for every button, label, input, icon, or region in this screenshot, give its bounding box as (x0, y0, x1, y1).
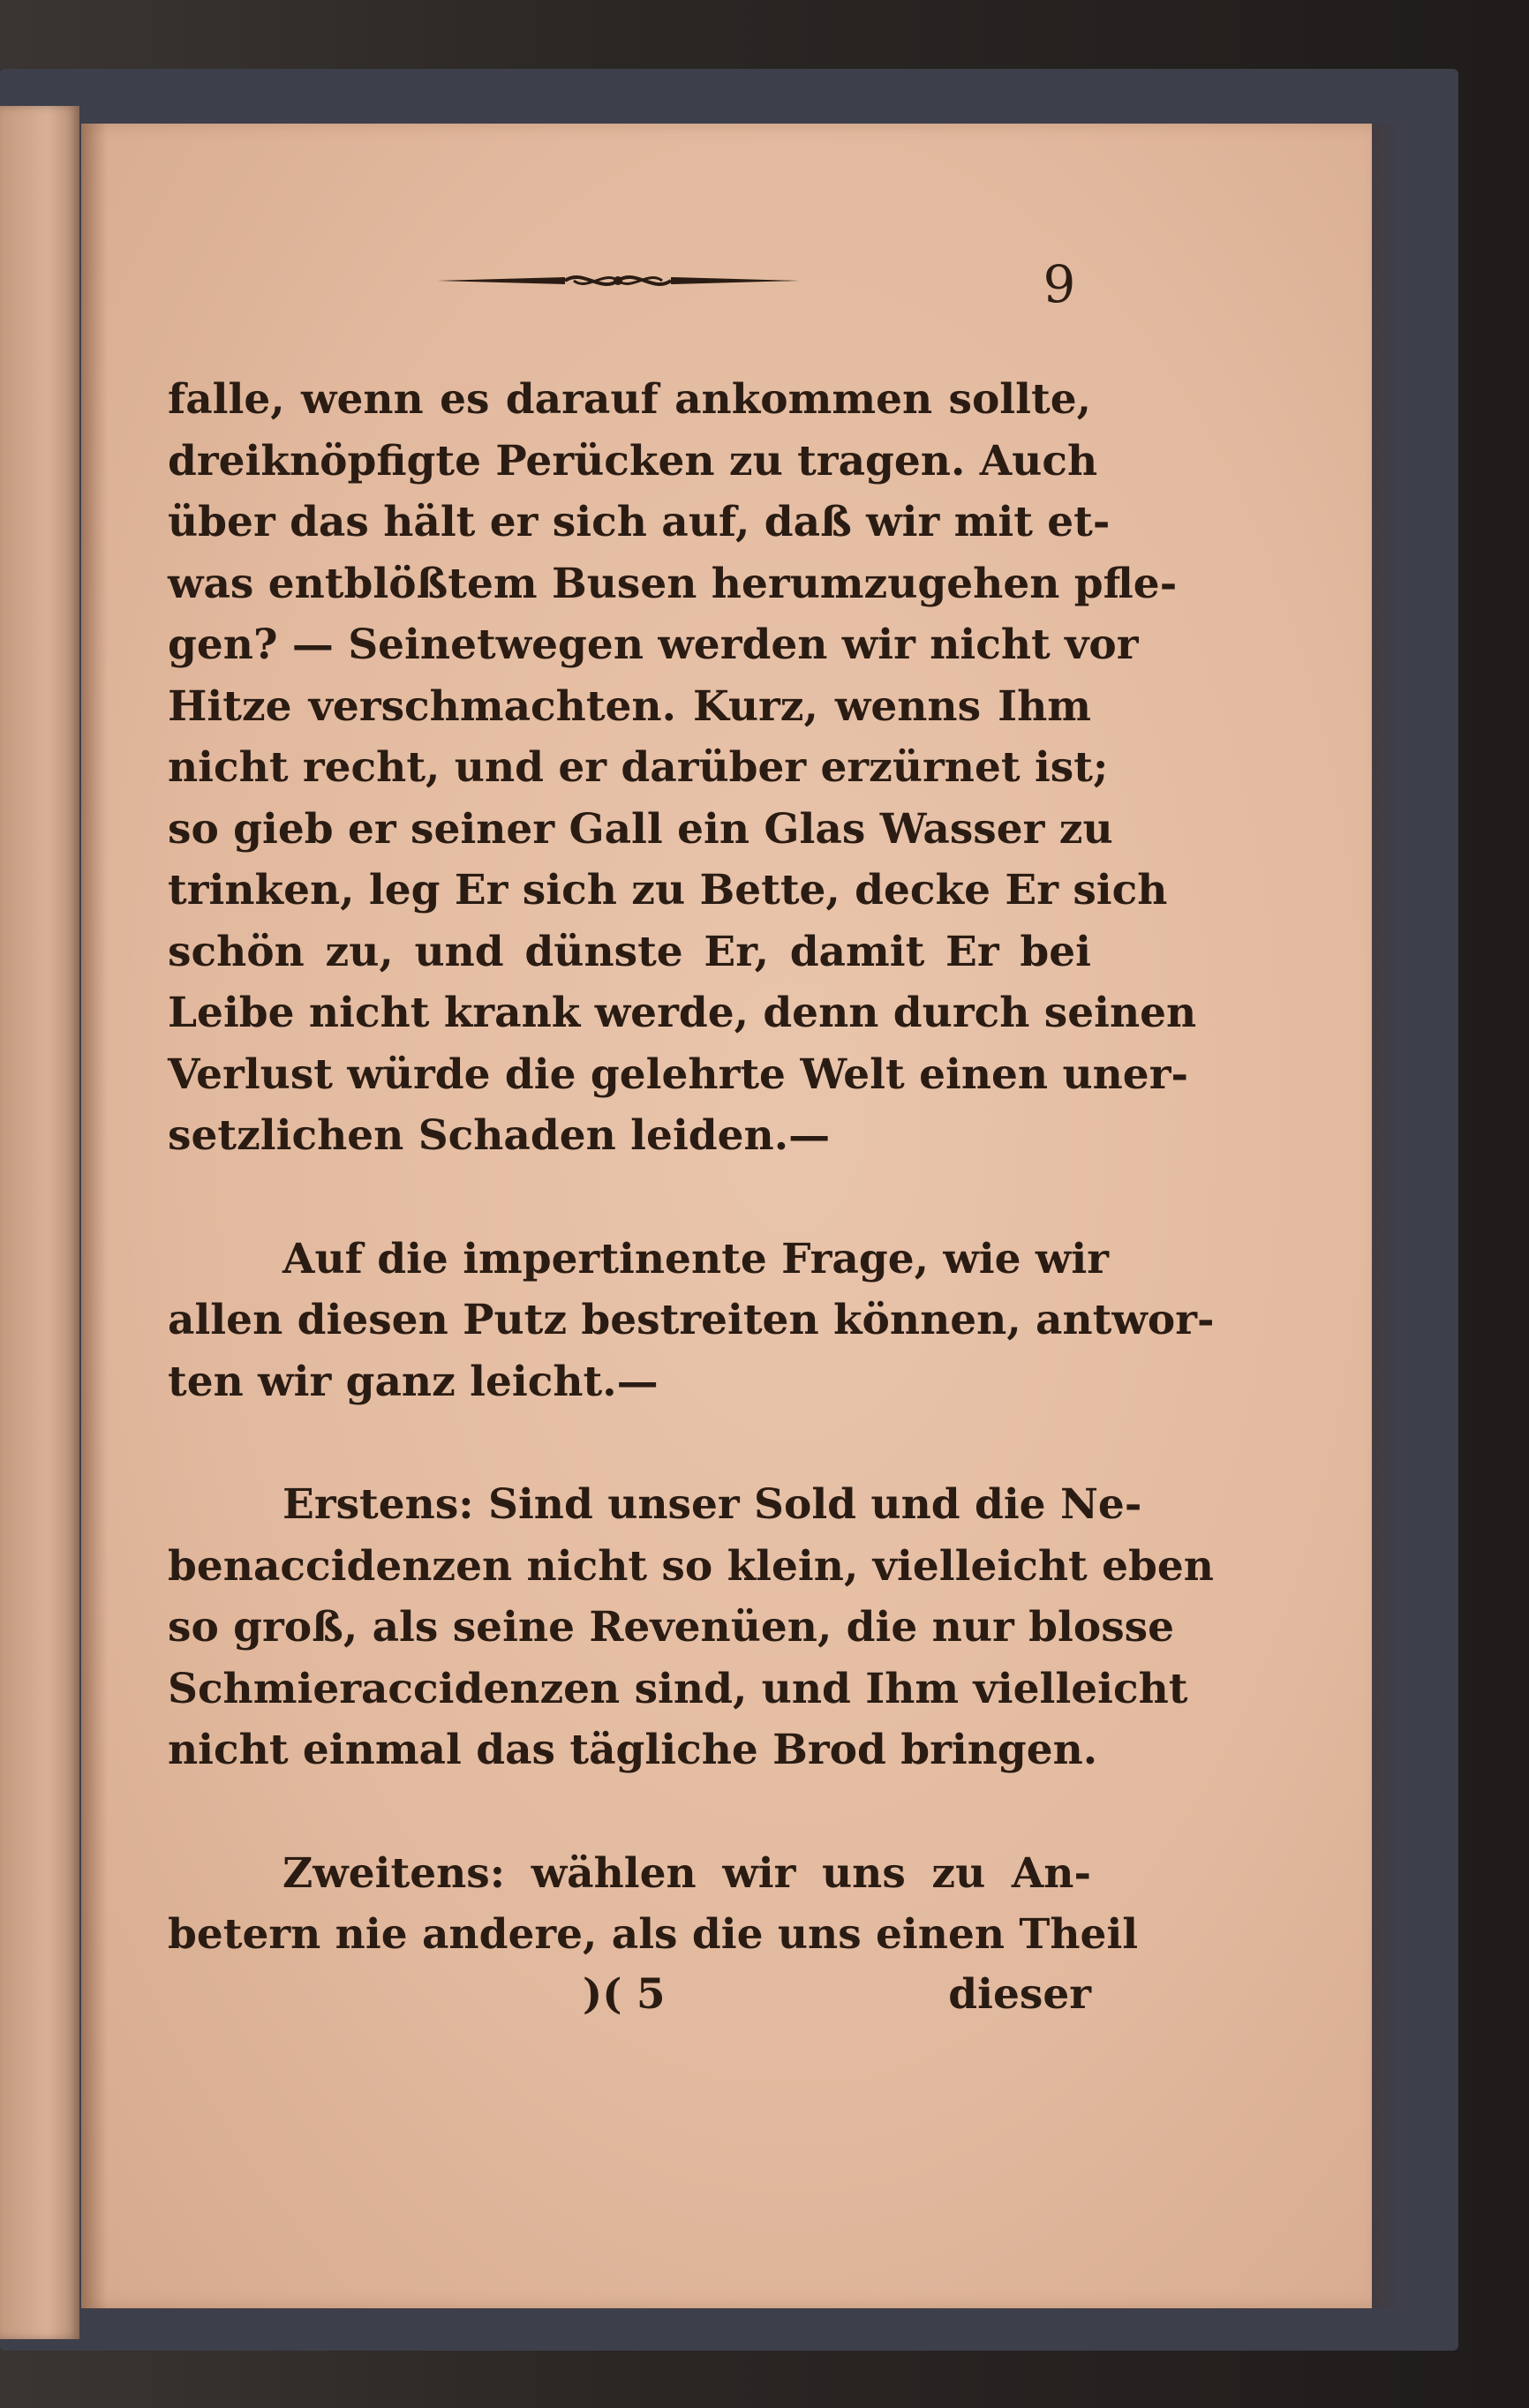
facing-page-edge (0, 106, 79, 2339)
page-number: 9 (1043, 254, 1076, 314)
text-line: Erstens: Sind unser Sold und die Ne- (282, 1480, 1142, 1529)
text-line: benaccidenzen nicht so klein, vielleicht eben (168, 1541, 1214, 1591)
text-line: setzlichen Schaden leiden.— (168, 1111, 831, 1160)
text-line: Zweitens: wählen wir uns zu An- (282, 1848, 1091, 1898)
paragraph-1 (168, 369, 1197, 1167)
text-line: allen diesen Putz bestreiten können, antwor- (168, 1296, 1215, 1344)
text-line: nicht recht, und er darüber erzürnet ist; (168, 743, 1109, 792)
paragraph-3 (168, 1474, 1214, 1781)
text-line: über das hält er sich auf, daß wir mit et- (168, 498, 1111, 546)
text-line: Hitze verschmachten. Kurz, wenns Ihm (168, 681, 1091, 731)
page-footer (168, 1964, 1091, 2026)
text-line: schön zu, und dünste Er, damit Er bei (168, 927, 1091, 976)
text-line: Auf die impertinente Frage, wie wir (282, 1234, 1110, 1283)
paragraph-2 (168, 1229, 1215, 1413)
text-line: was entblößtem Busen herumzugehen pfle- (168, 559, 1178, 608)
page-edge-shadow (1372, 124, 1398, 2308)
text-line: so gieb er seiner Gall ein Glas Wasser zu (168, 804, 1113, 854)
text-line: nicht einmal das tägliche Brod bringen. (168, 1726, 1098, 1774)
text-line: Leibe nicht krank werde, denn durch seinen (168, 989, 1197, 1037)
text-line: gen? — Seinetwegen werden wir nicht vor (168, 621, 1139, 669)
paragraph-spacer (168, 1167, 1091, 1229)
text-line: trinken, leg Er sich zu Bette, decke Er sich (168, 866, 1168, 914)
paragraph-spacer (168, 1412, 1091, 1474)
text-line: dreiknöpfigte Perücken zu tragen. Auch (168, 436, 1098, 485)
text-line: so groß, als seine Revenüen, die nur blosse (168, 1603, 1175, 1652)
signature-mark: )( 5 (583, 1970, 666, 2019)
ornamental-rule-icon (433, 265, 803, 297)
page-body (168, 369, 1215, 1966)
gutter-shadow (81, 124, 108, 2308)
text-line: falle, wenn es darauf ankommen sollte, (168, 375, 1091, 424)
paragraph-4 (168, 1843, 1139, 1966)
paragraph-spacer (168, 1781, 1091, 1843)
text-line: ten wir ganz leicht.— (168, 1357, 659, 1406)
text-line: Schmieraccidenzen sind, und Ihm vielleicht (168, 1664, 1188, 1713)
text-line: betern nie andere, als die uns einen Theil (168, 1910, 1139, 1959)
catchword: dieser (948, 1970, 1091, 2019)
text-line: Verlust würde die gelehrte Welt einen uner- (168, 1050, 1188, 1099)
